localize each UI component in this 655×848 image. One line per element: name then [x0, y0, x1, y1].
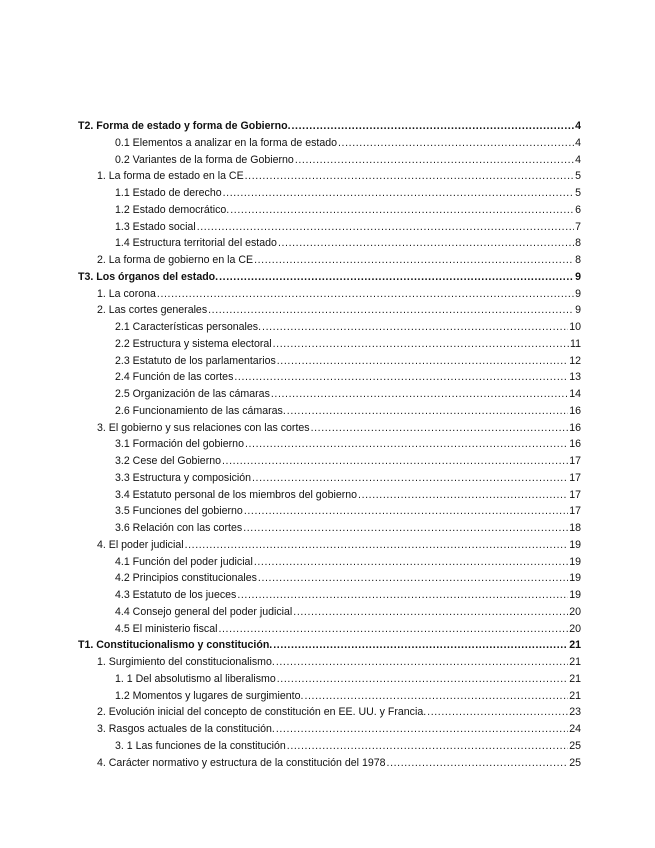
dot-leader	[245, 436, 568, 453]
dot-leader	[277, 671, 568, 688]
toc-entry-title: 3. Rasgos actuales de la constitución.	[97, 723, 275, 735]
toc-entry[interactable]	[78, 520, 581, 537]
dot-leader	[287, 738, 568, 755]
toc-page-number: 8	[575, 237, 581, 250]
toc-entry[interactable]	[78, 503, 581, 520]
toc-entry-title: 1. Surgimiento del constitucionalismo.	[97, 656, 275, 668]
toc-page-number: 25	[569, 739, 581, 752]
dot-leader	[273, 336, 569, 353]
toc-page-number: 21	[569, 639, 581, 652]
dot-leader	[276, 721, 568, 738]
dot-leader	[338, 135, 574, 152]
toc-entry-title: 0.1 Elementos a analizar en la forma de estado	[115, 136, 338, 149]
toc-page-number: 5	[575, 187, 581, 199]
toc-page-number: 25	[569, 756, 581, 769]
toc-entry-title: 2.6 Funcionamiento de las cámaras.	[115, 404, 286, 417]
toc-entry-title: 3.4 Estatuto personal de los miembros del gobierno	[115, 488, 358, 501]
dot-leader	[157, 286, 574, 303]
toc-entry[interactable]	[78, 554, 581, 571]
toc-page-number: 10	[569, 321, 581, 333]
toc-entry[interactable]	[78, 319, 581, 336]
toc-page-number: 6	[575, 203, 581, 216]
toc-page-number: 14	[569, 388, 581, 400]
toc-entry-title: T1. Constitucionalismo y constitución.	[78, 639, 273, 652]
toc-entry-title: 4.3 Estatuto de los jueces	[115, 589, 237, 601]
toc-entry-title: 4. Carácter normativo y estructura de la constitución del 1978	[97, 756, 386, 769]
toc-entry[interactable]	[78, 688, 581, 705]
toc-entry-title: 2. Las cortes generales	[97, 304, 208, 317]
toc-entry[interactable]	[78, 738, 581, 755]
toc-chapter-entry[interactable]	[78, 637, 581, 654]
dot-leader	[243, 520, 568, 537]
dot-leader	[293, 604, 568, 621]
toc-page-number: 20	[569, 622, 581, 635]
toc-entry-title: 1.2 Momentos y lugares de surgimiento.	[115, 689, 304, 702]
dot-leader	[295, 152, 574, 169]
table-of-contents	[78, 118, 581, 771]
toc-page-number: 24	[569, 723, 581, 735]
dot-leader	[219, 269, 574, 286]
dot-leader	[273, 637, 568, 654]
toc-page-number: 16	[569, 404, 581, 417]
dot-leader	[276, 654, 568, 671]
toc-entry[interactable]	[78, 453, 581, 470]
dot-leader	[387, 755, 569, 772]
toc-entry-title: 1.1 Estado de derecho	[115, 187, 222, 199]
toc-page-number: 5	[575, 170, 581, 183]
toc-entry[interactable]	[78, 302, 581, 319]
toc-entry-title: 3. El gobierno y sus relaciones con las cortes	[97, 421, 310, 434]
toc-entry[interactable]	[78, 420, 581, 437]
toc-entry[interactable]	[78, 470, 581, 487]
toc-entry[interactable]	[78, 135, 581, 152]
toc-entry[interactable]	[78, 621, 581, 638]
toc-entry-title: 2.2 Estructura y sistema electoral	[115, 337, 272, 350]
toc-entry-title: 3.3 Estructura y composición	[115, 471, 252, 484]
toc-page-number: 13	[569, 371, 581, 384]
toc-entry[interactable]	[78, 604, 581, 621]
toc-entry[interactable]	[78, 654, 581, 671]
toc-entry-title: 3.6 Relación con las cortes	[115, 522, 243, 534]
toc-page-number: 16	[569, 438, 581, 451]
toc-entry[interactable]	[78, 235, 581, 252]
toc-page-number: 20	[569, 605, 581, 618]
toc-entry[interactable]	[78, 252, 581, 269]
toc-entry-title: 2.3 Estatuto de los parlamentarios	[115, 354, 276, 367]
toc-page-number: 19	[569, 589, 581, 601]
toc-entry-title: 2.4 Función de las cortes	[115, 371, 234, 384]
toc-page-number: 19	[569, 555, 581, 568]
toc-chapter-entry[interactable]	[78, 269, 581, 286]
dot-leader	[197, 219, 574, 236]
toc-entry[interactable]	[78, 168, 581, 185]
toc-chapter-entry[interactable]	[78, 118, 581, 135]
toc-page-number: 11	[570, 337, 581, 350]
dot-leader	[278, 235, 574, 252]
toc-entry[interactable]	[78, 721, 581, 738]
toc-entry[interactable]	[78, 336, 581, 353]
toc-entry-title: 1. 1 Del absolutismo al liberalismo	[115, 672, 276, 685]
dot-leader	[185, 537, 569, 554]
toc-page-number: 17	[569, 488, 581, 501]
toc-page-number: 9	[575, 270, 581, 283]
toc-entry-title: 2.1 Características personales.	[115, 321, 262, 333]
toc-entry-title: 1.2 Estado democrático.	[115, 203, 230, 216]
toc-entry-title: 2. Evolución inicial del concepto de constitución en EE. UU. y Francia.	[97, 706, 427, 719]
toc-entry-title: 3.2 Cese del Gobierno	[115, 455, 222, 467]
toc-entry[interactable]	[78, 587, 581, 604]
dot-leader	[427, 704, 568, 721]
dot-leader	[262, 319, 568, 336]
toc-entry-title: 1.4 Estructura territorial del estado	[115, 237, 277, 250]
dot-leader	[311, 420, 569, 437]
dot-leader	[230, 202, 574, 219]
toc-page-number: 19	[569, 572, 581, 585]
toc-entry[interactable]	[78, 436, 581, 453]
dot-leader	[234, 369, 568, 386]
dot-leader	[304, 688, 568, 705]
toc-entry[interactable]	[78, 704, 581, 721]
toc-page-number: 23	[569, 706, 581, 719]
toc-entry-title: 3.5 Funciones del gobierno	[115, 505, 243, 518]
dot-leader	[271, 386, 568, 403]
toc-entry[interactable]	[78, 152, 581, 169]
dot-leader	[358, 487, 568, 504]
dot-leader	[245, 168, 574, 185]
toc-entry[interactable]	[78, 286, 581, 303]
toc-entry[interactable]	[78, 537, 581, 554]
toc-page-number: 16	[569, 421, 581, 434]
toc-entry-title: 1. La forma de estado en la CE	[97, 170, 244, 183]
toc-page-number: 21	[569, 689, 581, 702]
dot-leader	[237, 587, 568, 604]
toc-entry[interactable]	[78, 671, 581, 688]
toc-page-number: 17	[569, 455, 581, 467]
toc-entry[interactable]	[78, 202, 581, 219]
toc-entry[interactable]	[78, 219, 581, 236]
dot-leader	[254, 554, 568, 571]
toc-page-number: 4	[575, 136, 581, 149]
toc-page-number: 21	[569, 656, 581, 668]
toc-page-number: 4	[575, 120, 581, 132]
toc-page-number: 18	[569, 522, 581, 534]
toc-entry[interactable]	[78, 403, 581, 420]
toc-entry-title: 4.1 Función del poder judicial	[115, 555, 253, 568]
toc-entry[interactable]	[78, 386, 581, 403]
dot-leader	[223, 185, 574, 202]
toc-entry[interactable]	[78, 755, 581, 772]
dot-leader	[258, 570, 568, 587]
toc-page-number: 19	[569, 538, 581, 551]
toc-entry-title: 4.4 Consejo general del poder judicial	[115, 605, 293, 618]
toc-entry-title: 4.2 Principios constitucionales	[115, 572, 257, 585]
toc-entry-title: 3. 1 Las funciones de la constitución	[115, 739, 286, 752]
toc-entry[interactable]	[78, 487, 581, 504]
toc-entry[interactable]	[78, 570, 581, 587]
toc-page-number: 4	[575, 153, 581, 166]
dot-leader	[277, 353, 568, 370]
toc-entry-title: T2. Forma de estado y forma de Gobierno.	[78, 120, 291, 132]
toc-entry-title: 4. El poder judicial	[97, 538, 184, 551]
dot-leader	[208, 302, 574, 319]
toc-entry-title: T3. Los órganos del estado.	[78, 270, 219, 283]
toc-page-number: 21	[569, 672, 581, 685]
dot-leader	[244, 503, 568, 520]
toc-page-number: 7	[575, 220, 581, 233]
dot-leader	[254, 252, 574, 269]
toc-entry-title: 2. La forma de gobierno en la CE	[97, 254, 254, 266]
toc-page-number: 17	[569, 471, 581, 484]
toc-entry[interactable]	[78, 185, 581, 202]
dot-leader	[222, 453, 568, 470]
toc-page-number: 9	[575, 287, 581, 300]
dot-leader	[292, 118, 575, 135]
dot-leader	[287, 403, 568, 420]
toc-entry-title: 3.1 Formación del gobierno	[115, 438, 244, 451]
toc-page-number: 9	[575, 304, 581, 317]
toc-entry-title: 1.3 Estado social	[115, 220, 196, 233]
toc-entry-title: 4.5 El ministerio fiscal	[115, 622, 218, 635]
dot-leader	[252, 470, 568, 487]
toc-entry-title: 0.2 Variantes de la forma de Gobierno	[115, 153, 294, 166]
toc-entry[interactable]	[78, 353, 581, 370]
toc-page-number: 12	[569, 354, 581, 367]
toc-entry-title: 1. La corona	[97, 287, 156, 300]
toc-entry-title: 2.5 Organización de las cámaras	[115, 388, 270, 400]
dot-leader	[218, 621, 568, 638]
toc-entry[interactable]	[78, 369, 581, 386]
toc-page-number: 8	[575, 254, 581, 266]
toc-page-number: 17	[569, 505, 581, 518]
